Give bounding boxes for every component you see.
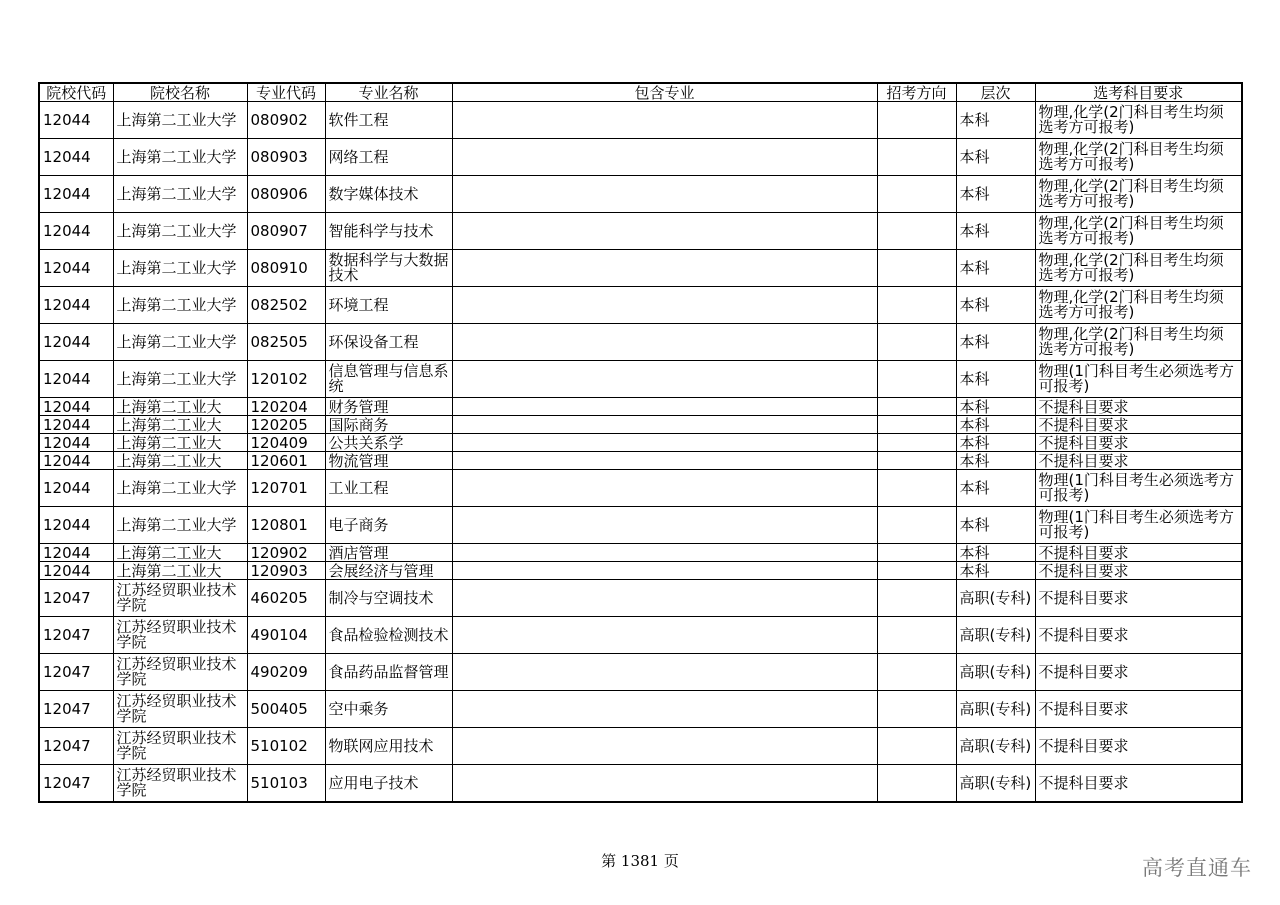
cell-major-code: 080903 bbox=[247, 139, 325, 176]
cell-included-majors bbox=[452, 617, 877, 654]
cell-major-name: 制冷与空调技术 bbox=[325, 580, 452, 617]
cell-major-name: 环保设备工程 bbox=[325, 324, 452, 361]
table-row bbox=[39, 544, 1242, 562]
cell-level: 本科 bbox=[956, 507, 1035, 544]
header-major-code: 专业代码 bbox=[247, 83, 325, 102]
cell-direction bbox=[877, 617, 956, 654]
cell-level: 高职(专科) bbox=[956, 691, 1035, 728]
cell-direction bbox=[877, 324, 956, 361]
cell-major-name: 公共关系学 bbox=[325, 434, 452, 452]
cell-major-code: 082505 bbox=[247, 324, 325, 361]
cell-included-majors bbox=[452, 691, 877, 728]
cell-school-code: 12044 bbox=[39, 416, 113, 434]
cell-major-code: 500405 bbox=[247, 691, 325, 728]
header-level: 层次 bbox=[956, 83, 1035, 102]
cell-school-code: 12044 bbox=[39, 213, 113, 250]
cell-major-name: 工业工程 bbox=[325, 470, 452, 507]
cell-direction bbox=[877, 452, 956, 470]
table-row bbox=[39, 470, 1242, 507]
cell-level: 本科 bbox=[956, 562, 1035, 580]
cell-included-majors bbox=[452, 139, 877, 176]
cell-level: 本科 bbox=[956, 452, 1035, 470]
cell-level: 高职(专科) bbox=[956, 580, 1035, 617]
cell-level: 本科 bbox=[956, 102, 1035, 139]
cell-school-name: 上海第二工业大学 bbox=[113, 507, 247, 544]
cell-school-name: 上海第二工业大 bbox=[113, 562, 247, 580]
cell-included-majors bbox=[452, 434, 877, 452]
cell-school-name: 上海第二工业大学 bbox=[113, 250, 247, 287]
cell-subject-requirement: 不提科目要求 bbox=[1035, 562, 1242, 580]
cell-major-code: 080906 bbox=[247, 176, 325, 213]
table-row bbox=[39, 416, 1242, 434]
cell-school-name: 江苏经贸职业技术学院 bbox=[113, 580, 247, 617]
cell-school-code: 12047 bbox=[39, 654, 113, 691]
table-row bbox=[39, 324, 1242, 361]
cell-major-code: 120801 bbox=[247, 507, 325, 544]
cell-major-code: 080907 bbox=[247, 213, 325, 250]
header-school-code: 院校代码 bbox=[39, 83, 113, 102]
cell-school-name: 上海第二工业大 bbox=[113, 416, 247, 434]
cell-major-code: 120205 bbox=[247, 416, 325, 434]
cell-included-majors bbox=[452, 213, 877, 250]
cell-major-code: 080910 bbox=[247, 250, 325, 287]
cell-level: 高职(专科) bbox=[956, 654, 1035, 691]
cell-school-name: 上海第二工业大学 bbox=[113, 470, 247, 507]
admission-requirements-table bbox=[38, 82, 1243, 803]
cell-major-name: 应用电子技术 bbox=[325, 765, 452, 803]
cell-level: 本科 bbox=[956, 139, 1035, 176]
cell-subject-requirement: 物理,化学(2门科目考生均须选考方可报考) bbox=[1035, 139, 1242, 176]
cell-school-code: 12047 bbox=[39, 728, 113, 765]
cell-major-name: 物流管理 bbox=[325, 452, 452, 470]
cell-level: 高职(专科) bbox=[956, 765, 1035, 803]
cell-school-name: 上海第二工业大学 bbox=[113, 139, 247, 176]
cell-subject-requirement: 物理,化学(2门科目考生均须选考方可报考) bbox=[1035, 102, 1242, 139]
cell-major-name: 财务管理 bbox=[325, 398, 452, 416]
cell-school-name: 上海第二工业大学 bbox=[113, 213, 247, 250]
cell-school-name: 江苏经贸职业技术学院 bbox=[113, 728, 247, 765]
cell-major-name: 物联网应用技术 bbox=[325, 728, 452, 765]
cell-school-name: 江苏经贸职业技术学院 bbox=[113, 654, 247, 691]
cell-level: 本科 bbox=[956, 544, 1035, 562]
cell-major-name: 信息管理与信息系统 bbox=[325, 361, 452, 398]
cell-school-name: 上海第二工业大 bbox=[113, 434, 247, 452]
table-row bbox=[39, 287, 1242, 324]
cell-subject-requirement: 不提科目要求 bbox=[1035, 691, 1242, 728]
cell-direction bbox=[877, 213, 956, 250]
cell-major-code: 120601 bbox=[247, 452, 325, 470]
cell-included-majors bbox=[452, 176, 877, 213]
cell-major-code: 082502 bbox=[247, 287, 325, 324]
table-row bbox=[39, 361, 1242, 398]
cell-major-name: 酒店管理 bbox=[325, 544, 452, 562]
cell-level: 本科 bbox=[956, 176, 1035, 213]
cell-level: 本科 bbox=[956, 250, 1035, 287]
cell-school-code: 12044 bbox=[39, 287, 113, 324]
cell-major-code: 490209 bbox=[247, 654, 325, 691]
cell-school-name: 上海第二工业大 bbox=[113, 398, 247, 416]
cell-major-code: 120102 bbox=[247, 361, 325, 398]
cell-major-name: 软件工程 bbox=[325, 102, 452, 139]
cell-included-majors bbox=[452, 416, 877, 434]
cell-level: 本科 bbox=[956, 287, 1035, 324]
cell-subject-requirement: 物理(1门科目考生必须选考方可报考) bbox=[1035, 507, 1242, 544]
cell-school-name: 上海第二工业大学 bbox=[113, 287, 247, 324]
cell-major-code: 120204 bbox=[247, 398, 325, 416]
cell-major-name: 电子商务 bbox=[325, 507, 452, 544]
cell-school-name: 江苏经贸职业技术学院 bbox=[113, 617, 247, 654]
cell-direction bbox=[877, 507, 956, 544]
cell-school-name: 上海第二工业大学 bbox=[113, 324, 247, 361]
cell-school-code: 12047 bbox=[39, 617, 113, 654]
cell-level: 本科 bbox=[956, 361, 1035, 398]
table-row bbox=[39, 580, 1242, 617]
cell-school-name: 上海第二工业大 bbox=[113, 544, 247, 562]
cell-subject-requirement: 物理(1门科目考生必须选考方可报考) bbox=[1035, 470, 1242, 507]
cell-school-code: 12044 bbox=[39, 562, 113, 580]
cell-included-majors bbox=[452, 250, 877, 287]
cell-subject-requirement: 不提科目要求 bbox=[1035, 452, 1242, 470]
cell-major-name: 食品检验检测技术 bbox=[325, 617, 452, 654]
table-row bbox=[39, 654, 1242, 691]
cell-school-name: 上海第二工业大学 bbox=[113, 102, 247, 139]
cell-included-majors bbox=[452, 562, 877, 580]
cell-major-name: 会展经济与管理 bbox=[325, 562, 452, 580]
cell-level: 高职(专科) bbox=[956, 617, 1035, 654]
cell-major-code: 120409 bbox=[247, 434, 325, 452]
table-header-row bbox=[39, 83, 1242, 102]
cell-subject-requirement: 物理,化学(2门科目考生均须选考方可报考) bbox=[1035, 324, 1242, 361]
cell-subject-requirement: 物理,化学(2门科目考生均须选考方可报考) bbox=[1035, 213, 1242, 250]
header-subject-requirement: 选考科目要求 bbox=[1035, 83, 1242, 102]
cell-included-majors bbox=[452, 361, 877, 398]
table-row bbox=[39, 139, 1242, 176]
cell-level: 本科 bbox=[956, 434, 1035, 452]
cell-included-majors bbox=[452, 728, 877, 765]
cell-major-code: 120902 bbox=[247, 544, 325, 562]
cell-major-code: 120903 bbox=[247, 562, 325, 580]
table-row bbox=[39, 452, 1242, 470]
cell-included-majors bbox=[452, 452, 877, 470]
cell-direction bbox=[877, 544, 956, 562]
cell-level: 本科 bbox=[956, 324, 1035, 361]
page-number: 第 1381 页 bbox=[601, 852, 679, 870]
cell-school-name: 上海第二工业大学 bbox=[113, 176, 247, 213]
table-row bbox=[39, 398, 1242, 416]
table-row bbox=[39, 213, 1242, 250]
cell-school-code: 12044 bbox=[39, 434, 113, 452]
cell-included-majors bbox=[452, 102, 877, 139]
cell-major-name: 国际商务 bbox=[325, 416, 452, 434]
table-row bbox=[39, 434, 1242, 452]
table-row bbox=[39, 562, 1242, 580]
cell-subject-requirement: 物理,化学(2门科目考生均须选考方可报考) bbox=[1035, 250, 1242, 287]
cell-major-name: 数据科学与大数据技术 bbox=[325, 250, 452, 287]
cell-subject-requirement: 不提科目要求 bbox=[1035, 544, 1242, 562]
cell-school-name: 江苏经贸职业技术学院 bbox=[113, 765, 247, 803]
cell-level: 本科 bbox=[956, 398, 1035, 416]
cell-subject-requirement: 物理(1门科目考生必须选考方可报考) bbox=[1035, 361, 1242, 398]
cell-direction bbox=[877, 250, 956, 287]
cell-school-code: 12044 bbox=[39, 544, 113, 562]
cell-direction bbox=[877, 361, 956, 398]
cell-major-name: 环境工程 bbox=[325, 287, 452, 324]
cell-direction bbox=[877, 434, 956, 452]
cell-school-code: 12044 bbox=[39, 139, 113, 176]
cell-included-majors bbox=[452, 765, 877, 803]
cell-subject-requirement: 不提科目要求 bbox=[1035, 728, 1242, 765]
cell-school-code: 12044 bbox=[39, 361, 113, 398]
cell-level: 本科 bbox=[956, 416, 1035, 434]
cell-direction bbox=[877, 728, 956, 765]
cell-included-majors bbox=[452, 580, 877, 617]
cell-subject-requirement: 不提科目要求 bbox=[1035, 617, 1242, 654]
cell-major-code: 080902 bbox=[247, 102, 325, 139]
cell-major-name: 食品药品监督管理 bbox=[325, 654, 452, 691]
cell-major-name: 智能科学与技术 bbox=[325, 213, 452, 250]
cell-direction bbox=[877, 654, 956, 691]
cell-direction bbox=[877, 398, 956, 416]
cell-subject-requirement: 不提科目要求 bbox=[1035, 398, 1242, 416]
cell-direction bbox=[877, 562, 956, 580]
cell-direction bbox=[877, 691, 956, 728]
cell-major-code: 120701 bbox=[247, 470, 325, 507]
cell-included-majors bbox=[452, 398, 877, 416]
cell-level: 本科 bbox=[956, 470, 1035, 507]
cell-direction bbox=[877, 580, 956, 617]
cell-level: 高职(专科) bbox=[956, 728, 1035, 765]
header-school-name: 院校名称 bbox=[113, 83, 247, 102]
table-row bbox=[39, 507, 1242, 544]
header-direction: 招考方向 bbox=[877, 83, 956, 102]
table-row bbox=[39, 765, 1242, 803]
cell-major-code: 460205 bbox=[247, 580, 325, 617]
table-row bbox=[39, 250, 1242, 287]
cell-included-majors bbox=[452, 470, 877, 507]
cell-major-name: 空中乘务 bbox=[325, 691, 452, 728]
cell-direction bbox=[877, 102, 956, 139]
cell-school-code: 12047 bbox=[39, 765, 113, 803]
header-included-majors: 包含专业 bbox=[452, 83, 877, 102]
cell-major-code: 510103 bbox=[247, 765, 325, 803]
cell-school-code: 12044 bbox=[39, 452, 113, 470]
cell-school-code: 12044 bbox=[39, 250, 113, 287]
cell-school-code: 12044 bbox=[39, 102, 113, 139]
cell-subject-requirement: 不提科目要求 bbox=[1035, 654, 1242, 691]
cell-included-majors bbox=[452, 324, 877, 361]
cell-direction bbox=[877, 765, 956, 803]
table-body bbox=[39, 102, 1242, 803]
table-row bbox=[39, 617, 1242, 654]
cell-subject-requirement: 不提科目要求 bbox=[1035, 765, 1242, 803]
cell-direction bbox=[877, 139, 956, 176]
cell-school-code: 12044 bbox=[39, 470, 113, 507]
cell-major-code: 510102 bbox=[247, 728, 325, 765]
cell-subject-requirement: 不提科目要求 bbox=[1035, 416, 1242, 434]
cell-included-majors bbox=[452, 507, 877, 544]
cell-included-majors bbox=[452, 654, 877, 691]
cell-major-name: 网络工程 bbox=[325, 139, 452, 176]
cell-direction bbox=[877, 416, 956, 434]
cell-major-name: 数字媒体技术 bbox=[325, 176, 452, 213]
cell-school-code: 12044 bbox=[39, 324, 113, 361]
table-row bbox=[39, 691, 1242, 728]
table-row bbox=[39, 102, 1242, 139]
cell-subject-requirement: 物理,化学(2门科目考生均须选考方可报考) bbox=[1035, 176, 1242, 213]
header-major-name: 专业名称 bbox=[325, 83, 452, 102]
cell-school-code: 12047 bbox=[39, 691, 113, 728]
cell-school-code: 12044 bbox=[39, 398, 113, 416]
cell-direction bbox=[877, 287, 956, 324]
table-row bbox=[39, 176, 1242, 213]
cell-subject-requirement: 不提科目要求 bbox=[1035, 580, 1242, 617]
cell-subject-requirement: 不提科目要求 bbox=[1035, 434, 1242, 452]
cell-direction bbox=[877, 176, 956, 213]
cell-school-code: 12044 bbox=[39, 507, 113, 544]
cell-school-name: 江苏经贸职业技术学院 bbox=[113, 691, 247, 728]
cell-direction bbox=[877, 470, 956, 507]
cell-school-name: 上海第二工业大 bbox=[113, 452, 247, 470]
cell-school-code: 12044 bbox=[39, 176, 113, 213]
cell-school-code: 12047 bbox=[39, 580, 113, 617]
cell-included-majors bbox=[452, 287, 877, 324]
cell-subject-requirement: 物理,化学(2门科目考生均须选考方可报考) bbox=[1035, 287, 1242, 324]
cell-included-majors bbox=[452, 544, 877, 562]
cell-school-name: 上海第二工业大学 bbox=[113, 361, 247, 398]
cell-level: 本科 bbox=[956, 213, 1035, 250]
watermark-text: 高考直通车 bbox=[1142, 856, 1252, 880]
table-row bbox=[39, 728, 1242, 765]
cell-major-code: 490104 bbox=[247, 617, 325, 654]
